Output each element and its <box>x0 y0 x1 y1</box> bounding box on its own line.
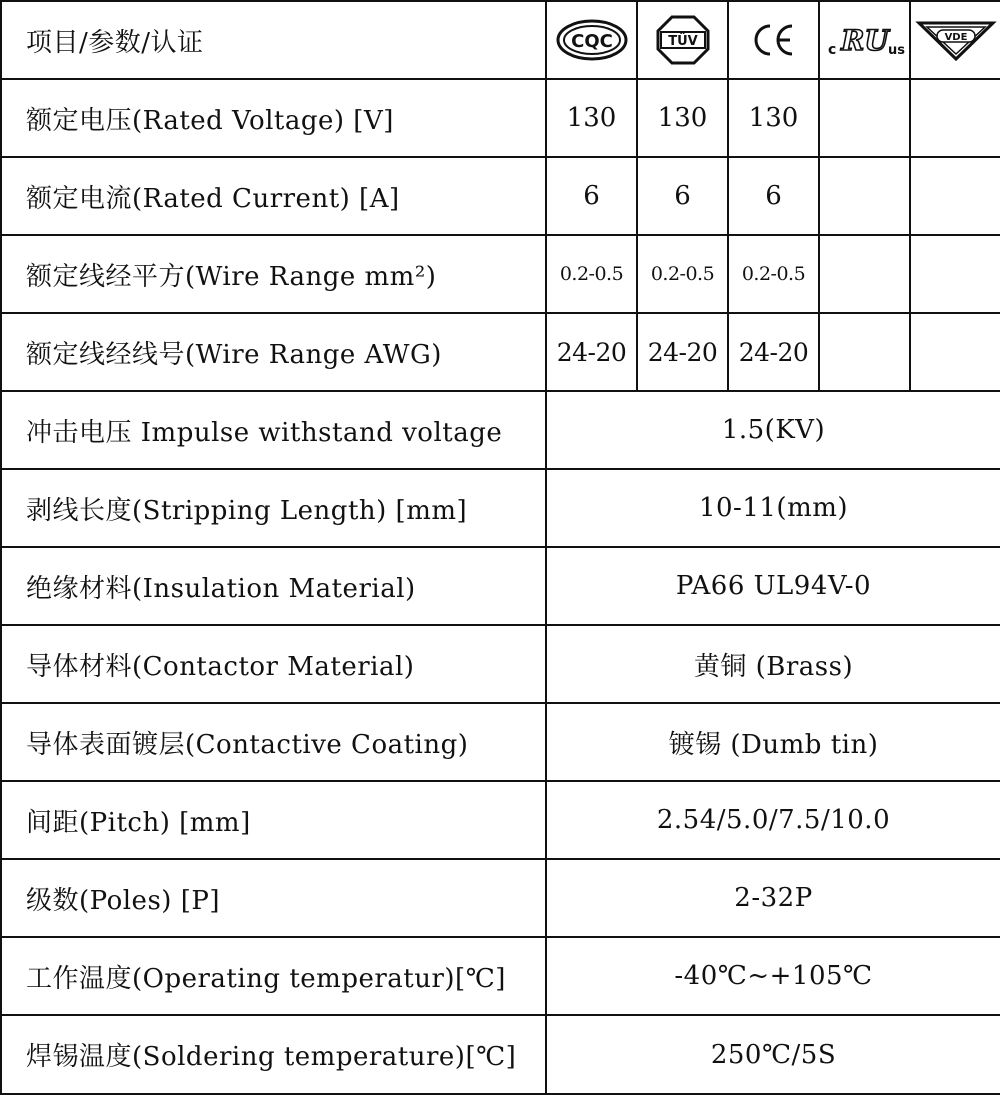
vde-cert-cell <box>910 1 1000 79</box>
tuv-icon <box>655 14 711 66</box>
ce-logo-text: CE <box>772 61 775 62</box>
row-value: 250℃/5S <box>546 1015 1000 1094</box>
cqc-icon <box>555 18 629 62</box>
ce-value: 0.2-0.5 <box>728 235 819 313</box>
table-row <box>1 547 1000 625</box>
cqc-value: 24-20 <box>546 313 637 391</box>
tuv-value: 130 <box>637 79 728 157</box>
vde-value <box>910 313 1000 391</box>
header-label: 项目/参数/认证 <box>1 1 546 79</box>
table-row <box>1 781 1000 859</box>
cul-c-text: c <box>827 42 836 58</box>
cul-ru-text: RU <box>840 24 889 57</box>
table-row <box>1 1015 1000 1094</box>
tuv-value: 0.2-0.5 <box>637 235 728 313</box>
tuv-logo-text: TÜV <box>667 34 698 49</box>
row-value: -40℃~+105℃ <box>546 937 1000 1015</box>
ce-cert-cell <box>728 1 819 79</box>
cul-us-icon <box>824 18 906 62</box>
row-label: 焊锡温度(Soldering temperature)[℃] <box>1 1015 546 1094</box>
cul-us-value <box>819 313 910 391</box>
row-value: 1.5(KV) <box>546 391 1000 469</box>
table-row <box>1 625 1000 703</box>
vde-value <box>910 235 1000 313</box>
row-label: 额定线经平方(Wire Range mm²) <box>1 235 546 313</box>
table-row <box>1 703 1000 781</box>
row-value: 2.54/5.0/7.5/10.0 <box>546 781 1000 859</box>
vde-value <box>910 79 1000 157</box>
header-row <box>1 1 1000 79</box>
row-label: 剥线长度(Stripping Length) [mm] <box>1 469 546 547</box>
row-label: 绝缘材料(Insulation Material) <box>1 547 546 625</box>
vde-icon <box>915 18 997 62</box>
row-label: 额定电压(Rated Voltage) [V] <box>1 79 546 157</box>
row-label: 导体表面镀层(Contactive Coating) <box>1 703 546 781</box>
tuv-value: 24-20 <box>637 313 728 391</box>
table-row <box>1 157 1000 235</box>
tuv-value: 6 <box>637 157 728 235</box>
row-label: 级数(Poles) [P] <box>1 859 546 937</box>
row-label: 间距(Pitch) [mm] <box>1 781 546 859</box>
ce-icon <box>748 18 800 62</box>
cul-us-cert-cell <box>819 1 910 79</box>
ce-value: 130 <box>728 79 819 157</box>
row-value: 镀锡 (Dumb tin) <box>546 703 1000 781</box>
vde-value <box>910 157 1000 235</box>
row-label: 额定线经线号(Wire Range AWG) <box>1 313 546 391</box>
row-label: 工作温度(Operating temperatur)[℃] <box>1 937 546 1015</box>
cul-us-value <box>819 235 910 313</box>
cul-us-value <box>819 157 910 235</box>
row-value: PA66 UL94V-0 <box>546 547 1000 625</box>
cqc-value: 130 <box>546 79 637 157</box>
table-row <box>1 235 1000 313</box>
tuv-cert-cell <box>637 1 728 79</box>
row-label: 导体材料(Contactor Material) <box>1 625 546 703</box>
table-row <box>1 79 1000 157</box>
cqc-logo-text: CQC <box>570 31 613 52</box>
vde-logo-text: VDE <box>944 32 967 43</box>
table-row <box>1 313 1000 391</box>
table-row <box>1 391 1000 469</box>
table-row <box>1 469 1000 547</box>
ce-value: 6 <box>728 157 819 235</box>
table-row <box>1 937 1000 1015</box>
cqc-value: 6 <box>546 157 637 235</box>
cul-us-text: us <box>887 43 905 58</box>
table-row <box>1 859 1000 937</box>
cul-us-value <box>819 79 910 157</box>
cqc-value: 0.2-0.5 <box>546 235 637 313</box>
ce-value: 24-20 <box>728 313 819 391</box>
row-value: 2-32P <box>546 859 1000 937</box>
row-label: 额定电流(Rated Current) [A] <box>1 157 546 235</box>
row-value: 10-11(mm) <box>546 469 1000 547</box>
row-label: 冲击电压 Impulse withstand voltage <box>1 391 546 469</box>
cqc-cert-cell <box>546 1 637 79</box>
row-value: 黄铜 (Brass) <box>546 625 1000 703</box>
